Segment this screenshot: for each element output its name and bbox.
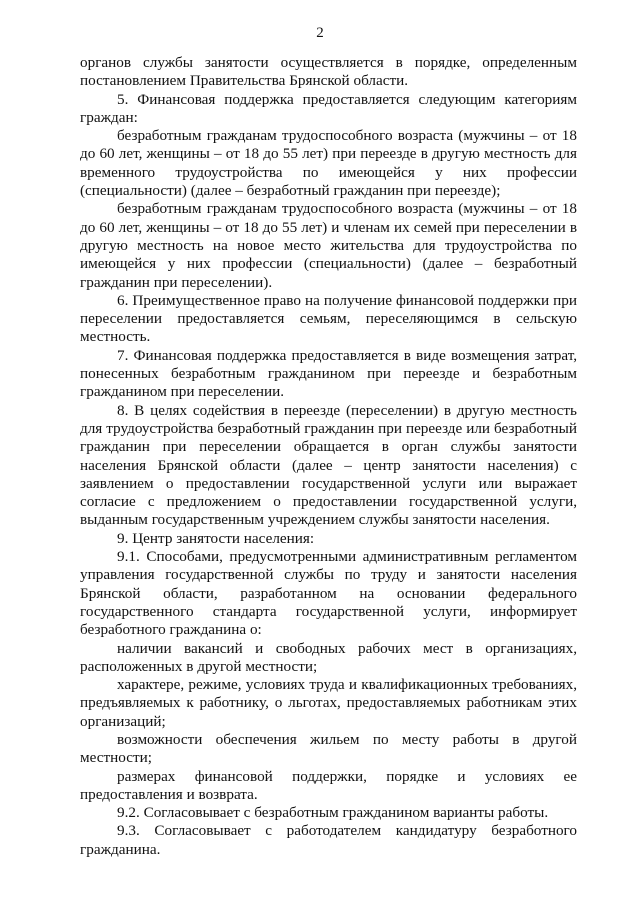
paragraph-item-9-3: 9.3. Согласовывает с работодателем кандидатуру безработного гражданина.: [80, 822, 577, 858]
paragraph-continuation: органов службы занятости осуществляется в порядке, определенным постановлением Правительства Брянской области.: [80, 54, 577, 90]
paragraph-info-housing: возможности обеспечения жильем по месту работы в другой местности;: [80, 730, 577, 767]
paragraph-item-9-1: 9.1. Способами, предусмотренными административным регламентом управления государственной службы по труду и занятости населения Брянской области, разработанном на основании федерального государственного стандарта государственной услуги, информирует безработного гражданина о:: [80, 548, 577, 639]
document-body: [80, 54, 577, 859]
page-number: 2: [316, 25, 324, 41]
paragraph-info-financial-support: размерах финансовой поддержки, порядке и условиях ее предоставления и возврата.: [80, 767, 577, 803]
paragraph-item-5: 5. Финансовая поддержка предоставляется следующим категориям граждан:: [80, 90, 577, 126]
paragraph-item-6: 6. Преимущественное право на получение финансовой поддержки при переселении предоставляется семьям, переселяющимся в сельскую местность.: [80, 291, 577, 346]
paragraph-item-9-2: 9.2. Согласовывает с безработным гражданином варианты работы.: [117, 804, 549, 822]
paragraph-item-9: 9. Центр занятости населения:: [117, 529, 315, 547]
paragraph-category-relocation-move: безработным гражданам трудоспособного возраста (мужчины – от 18 до 60 лет, женщины – от 18 до 55 лет) при переезде в другую местность для временного трудоустройства по имеющейся у них профессии (специальности) (далее – безработный гражданин при переезде);: [80, 127, 577, 200]
paragraph-category-resettlement: безработным гражданам трудоспособного возраста (мужчины – от 18 до 60 лет, женщины – от 18 до 55 лет) и членам их семей при переселении в другую местность на новое место жительства для трудоустройства по имеющейся у них профессии (специальности) (далее – безработный гражданин при переселении).: [80, 200, 577, 291]
paragraph-item-7: 7. Финансовая поддержка предоставляется в виде возмещения затрат, понесенных безработным гражданином при переезде и безработным гражданином при переселении.: [80, 346, 577, 401]
paragraph-item-8: 8. В целях содействия в переезде (переселении) в другую местность для трудоустройства безработный гражданин при переезде или безработный гражданин при переселении обращается в орган службы занятости населения Брянской области (далее – центр занятости населения) с заявлением о предоставлении государственной услуги или выражает согласие с предложением о предоставлении государственной услуги, выданным государственным учреждением службы занятости населения.: [80, 401, 577, 529]
paragraph-info-conditions: характере, режиме, условиях труда и квалификационных требованиях, предъявляемых к работнику, о льготах, предоставляемых работникам этих организаций;: [80, 676, 577, 730]
paragraph-info-vacancies: наличии вакансий и свободных рабочих мест в организациях, расположенных в другой местности;: [80, 639, 577, 675]
